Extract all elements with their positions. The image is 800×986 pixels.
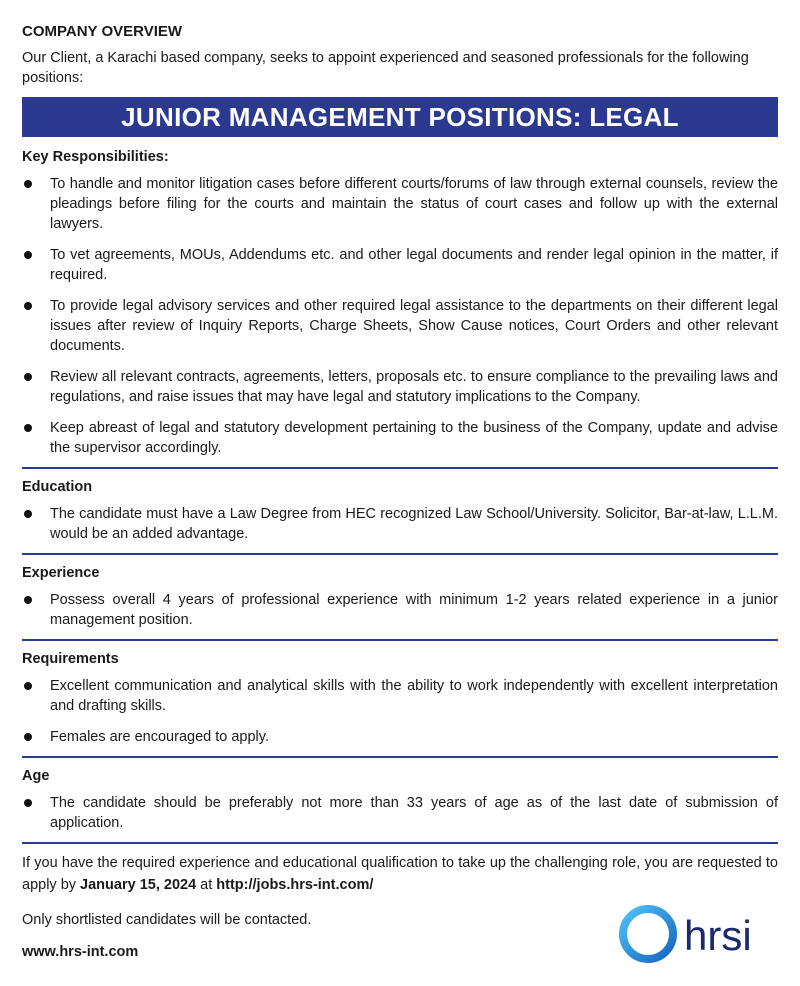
website-link[interactable]: www.hrs-int.com [22, 944, 139, 960]
section-divider [22, 639, 778, 641]
bullet-icon [24, 510, 32, 518]
logo-text: hrsi [684, 912, 752, 959]
bullet-icon [24, 180, 32, 188]
section-divider [22, 756, 778, 758]
list-item: To vet agreements, MOUs, Addendums etc. and other legal documents and render legal opinion in the matter, if required. [22, 245, 778, 285]
bullet-icon [24, 682, 32, 690]
list-item: Possess overall 4 years of professional experience with minimum 1-2 years related experience in a junior management position. [22, 590, 778, 630]
application-deadline: January 15, 2024 [80, 877, 197, 893]
position-banner: JUNIOR MANAGEMENT POSITIONS: LEGAL [22, 97, 778, 137]
list-item: The candidate must have a Law Degree from HEC recognized Law School/University. Solicitor, Bar-at-law, L.L.M. would be an added advantage. [22, 504, 778, 544]
list-item: Females are encouraged to apply. [22, 727, 778, 747]
education-list [22, 504, 778, 544]
experience-list [22, 590, 778, 630]
company-overview-text: Our Client, a Karachi based company, seeks to appoint experienced and seasoned professionals for the following positions: [22, 50, 749, 86]
bullet-icon [24, 424, 32, 432]
list-item: Review all relevant contracts, agreements, letters, proposals etc. to ensure compliance to the prevailing laws and regulations, and raise issues that may have legal and statutory implications to the Company. [22, 367, 778, 407]
list-item: Excellent communication and analytical skills with the ability to work independently with excellent interpretation and drafting skills. [22, 676, 778, 716]
section-divider [22, 553, 778, 555]
list-item: The candidate should be preferably not more than 33 years of age as of the last date of submission of application. [22, 793, 778, 833]
bullet-icon [24, 373, 32, 381]
age-list [22, 793, 778, 833]
bullet-icon [24, 596, 32, 604]
bullet-icon [24, 799, 32, 807]
experience-title: Experience [22, 565, 100, 581]
application-instructions: If you have the required experience and educational qualification to take up the challenging role, you are requested to apply by January 15, 2024 at http://jobs.hrs-int.com/ [22, 855, 778, 893]
shortlist-note: Only shortlisted candidates will be contacted. [22, 912, 312, 928]
age-title: Age [22, 768, 50, 784]
apply-link[interactable]: http://jobs.hrs-int.com/ [216, 877, 374, 893]
bullet-icon [24, 251, 32, 259]
education-title: Education [22, 479, 93, 495]
job-advertisement [22, 22, 778, 962]
hrsi-logo [616, 903, 784, 967]
list-item: To provide legal advisory services and other required legal assistance to the departments on their different legal issues after review of Inquiry Reports, Charge Sheets, Show Cause notices, Court Orders and other relevant documents. [22, 296, 778, 356]
responsibilities-list [22, 174, 778, 458]
key-responsibilities-title: Key Responsibilities: [22, 149, 169, 165]
section-divider [22, 842, 778, 844]
bullet-icon [24, 302, 32, 310]
section-divider [22, 467, 778, 469]
bullet-icon [24, 733, 32, 741]
company-overview-title: COMPANY OVERVIEW [22, 23, 183, 40]
requirements-list [22, 676, 778, 747]
list-item: Keep abreast of legal and statutory development pertaining to the business of the Company, update and advise the supervisor accordingly. [22, 418, 778, 458]
list-item: To handle and monitor litigation cases before different courts/forums of law through external counsels, review the pleadings before filing for the courts and maintain the status of court cases and follow up with the external lawyers. [22, 174, 778, 234]
requirements-title: Requirements [22, 651, 119, 667]
